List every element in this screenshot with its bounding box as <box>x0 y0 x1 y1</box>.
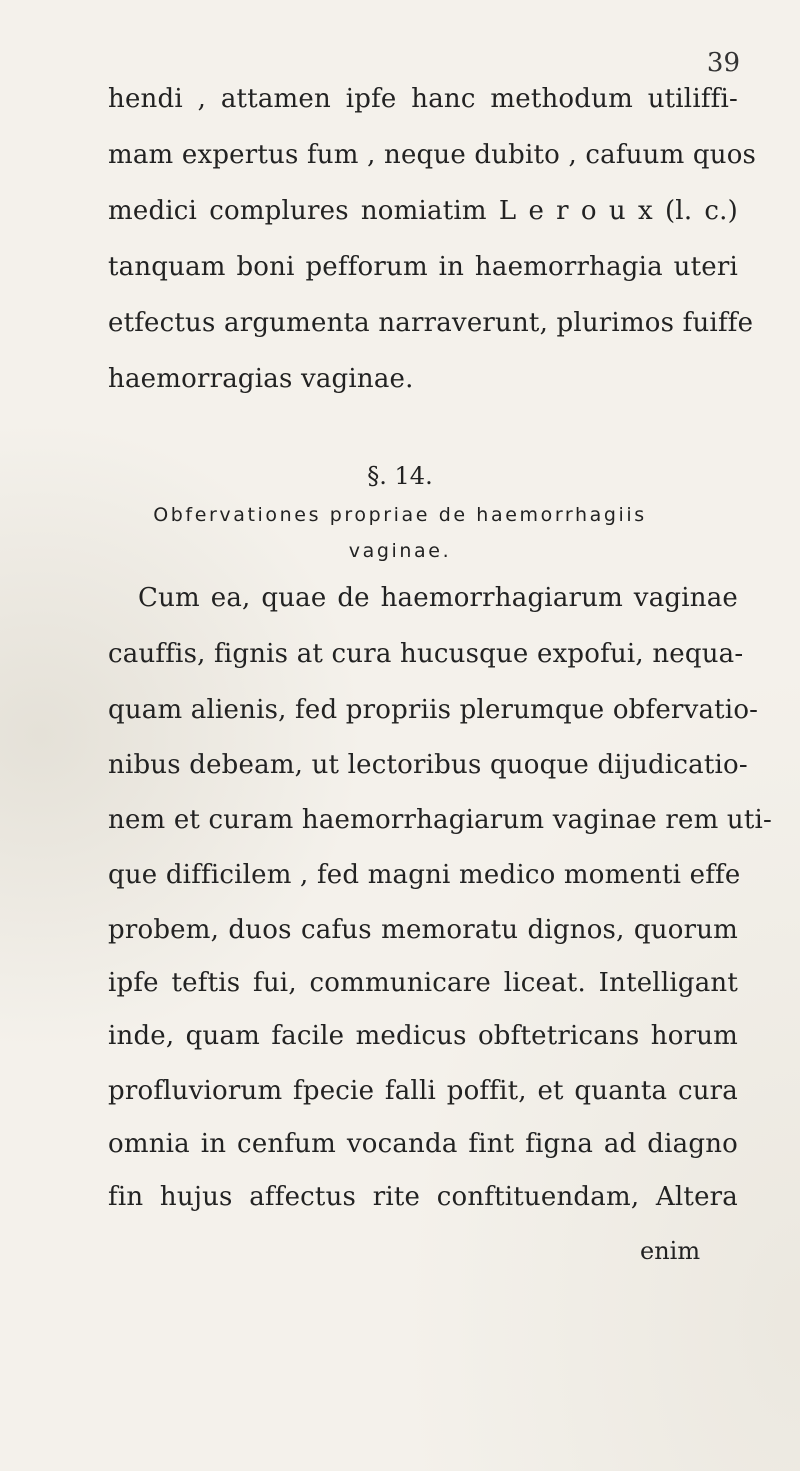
section-heading: Obfervationes propriae de haemorrhagiis <box>153 504 647 526</box>
catchword: enim <box>640 1237 701 1265</box>
text-line: medici complures nomiatim L e r o u x (l. c.) <box>108 196 738 226</box>
section-heading-cont: vaginae. <box>348 540 452 562</box>
text-line: fin hujus affectus rite conftituendam, Altera <box>108 1182 738 1212</box>
text-line: tanquam boni pefforum in haemorrhagia uteri <box>108 252 738 282</box>
text-line-last: haemorragias vaginae. <box>108 364 414 394</box>
paragraph-first-line: Cum ea, quae de haemorrhagiarum vaginae <box>138 583 738 613</box>
text-line: nibus debeam, ut lectoribus quoque dijudicatio- <box>108 750 748 780</box>
text-line: mam expertus fum , neque dubito , cafuum quos <box>108 140 757 170</box>
text-line: cauffis, fignis at cura hucusque expofui, nequa- <box>108 639 744 669</box>
text-line: inde, quam facile medicus obftetricans horum <box>108 1021 738 1051</box>
text-line: que difficilem , fed magni medico momenti effe <box>108 860 741 890</box>
section-number: §. 14. <box>367 462 433 490</box>
text-line: hendi , attamen ipfe hanc methodum utiliffi- <box>108 84 738 114</box>
text-line: ipfe teftis fui, communicare liceat. Intelligant <box>108 968 738 998</box>
text-line: nem et curam haemorrhagiarum vaginae rem uti- <box>108 805 772 835</box>
text-line: quam alienis, fed propriis plerumque obfervatio- <box>108 695 759 725</box>
text-line: omnia in cenfum vocanda fint figna ad diagno <box>108 1129 738 1159</box>
text-line: profluviorum fpecie falli poffit, et quanta cura <box>108 1076 738 1106</box>
text-line: probem, duos cafus memoratu dignos, quorum <box>108 915 738 945</box>
page-number: 39 <box>706 48 740 78</box>
text-line: etfectus argumenta narraverunt, plurimos fuiffe <box>108 308 754 338</box>
